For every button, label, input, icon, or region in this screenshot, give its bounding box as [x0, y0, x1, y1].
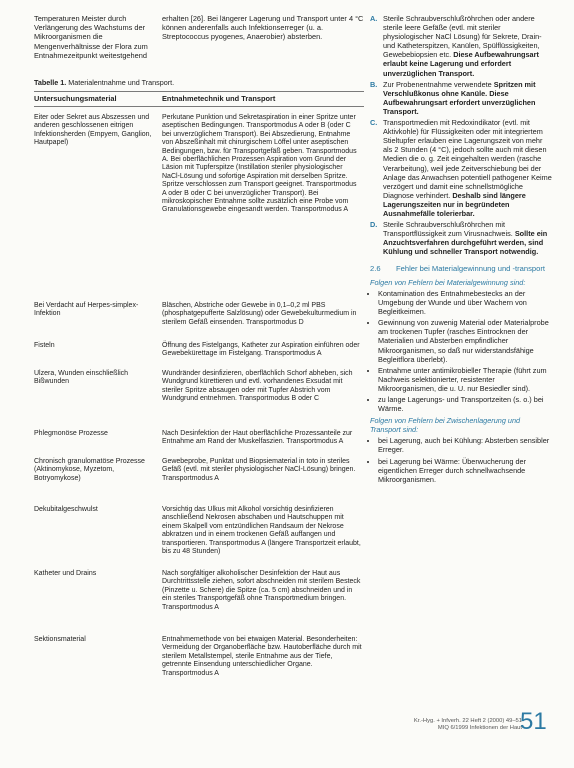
row-material: Fisteln — [34, 342, 55, 349]
row-technique: Wundränder desinfizieren, oberflächlich Schorf abheben, sich Wundgrund kürettieren und evtl. vorhandenes Exsudat mit steriler Spritze absaugen oder mit Tupfer Abstrich vom Wundgrund entnehmen. Transportmodus B oder C — [162, 370, 353, 403]
subheading-collection-errors: Folgen von Fehlern bei Materialgewinnung sind: — [370, 277, 526, 287]
row-material: Eiter oder Sekret aus Abszessen und anderen geschlossenen eitrigen Infektionsherden (Empyem, Ganglion, Hautpapel) — [34, 114, 152, 147]
mode-text-regular: Transportmedien mit Redoxindikator (evtl. mit Aktivkohle) für Flüssigkeiten oder mit integriertem Stieltupfer erlauben eine Lagerungszeit von mehr als 2 Stunden (4 °C), jedoch sollte auch mit diesen Medien die o. g. Zeit eingehalten werden (rasche Verarbeitung), weil jede Zeitverschiebung bei der Anlage das Anwachsen potentiell pathogener Keime verzögert und damit eine schnellstmögliche Diagnose verhindert. — [383, 118, 552, 200]
intro-text-middle: erhalten [26]. Bei längerer Lagerung und Transport unter 4 °C können anderenfalls auch Infektionserreger (u. a. Streptococcus pyogenes, Anaerobier) absterben. — [162, 14, 364, 42]
footer-series: MIQ 6/1999 Infektionen der Haut — [437, 725, 522, 731]
list-item: • Gewinnung von zuwenig Material oder Materialprobe am trockenen Tupfer (rasches Eintrocknen der Materialien und Absterben empfindlicher Mikroorganismen, so daß nur widerstandsfähige Begleitflora überlebt). — [378, 318, 552, 363]
row-technique: Nach Desinfektion der Haut oberflächliche Prozessanteile zur Entnahme am Rand der Muskelfaszien. Transportmodus A — [162, 430, 353, 446]
list-item: • bei Lagerung bei Wärme: Überwucherung der eigentlichen Erreger durch schnellwachsende Mikroorganismen. — [378, 457, 552, 484]
footer-citation: Kr.-Hyg. + Infverh. 22 Heft 2 (2000) 49–51 — [413, 718, 522, 724]
journal-footer — [382, 718, 522, 732]
row-material: Chronisch granulomatöse Prozesse (Aktinomykose, Myzetom, Botryomykose) — [34, 458, 145, 482]
mode-letter: C. — [370, 118, 378, 128]
list-item: • Kontamination des Entnahmebestecks an der Umgebung der Wunde und über Wachern von Begleitkeimen. — [378, 289, 552, 316]
table-number: Tabelle 1. — [34, 78, 67, 87]
table-title: Materialentnahme und Transport. — [68, 78, 175, 87]
page-number: 51 — [520, 708, 547, 735]
section-number: 2.6 — [370, 264, 381, 274]
row-material: Bei Verdacht auf Herpes-simplex-Infektion — [34, 302, 139, 318]
right-column — [370, 14, 552, 486]
mode-text-bold: Sollte ein Anzuchtsverfahren durchgeführt werden, sind Kühlung und schneller Transport notwendig. — [383, 229, 548, 257]
row-material: Katheter und Drains — [34, 570, 97, 577]
row-technique: Vorsichtig das Ulkus mit Alkohol vorsichtig desinfizieren anschließend Nekrosen abschaben und Hautschuppen mit einem Skalpell vom entzündlichen Randsaum der Nekrose abkratzen und in einem trockenen Gefäß auffangen und transportieren. Transportmodus A (längere Transportzeit erlaubt, bis zu 48 Stunden) — [162, 506, 361, 556]
row-material: Phlegmonöse Prozesse — [34, 430, 108, 437]
transport-mode-a — [370, 14, 552, 78]
transport-mode-c — [370, 118, 552, 218]
table-top-rule — [34, 91, 364, 92]
section-heading — [370, 264, 552, 273]
row-technique: Nach sorgfältiger alkoholischer Desinfektion der Haut aus Durchtrittsstelle ziehen, sofort abschneiden mit sterilem Besteck (Pinzette u. Schere) die Spitze (ca. 5 cm) abschneiden und in ein steriles Transportgefäß ohne Transportmedium bringen. Transportmodus A — [162, 570, 361, 611]
mode-text — [383, 220, 552, 256]
transport-mode-d — [370, 220, 552, 256]
mode-text-regular: Sterile Schraubverschlußröhrchen oder andere sterile leere Gefäße (evtl. mit steriler physiologischer NaCl Lösung) für Sekrete, Drain- und Katheterspitzen, Kanülen, Spülflüssigkeiten, Gewebebiopsien etc. — [383, 14, 542, 60]
table-header-rule — [34, 106, 364, 107]
mode-text — [383, 14, 552, 78]
list-item: • Entnahme unter antimikrobieller Therapie (führt zum Nachweis selektionierter, resistenter Mikroorganismen, die u. U. nur Besiedler sind). — [378, 366, 552, 393]
mode-letter: B. — [370, 79, 378, 89]
mode-text-regular: Sterile Schraubverschlußröhrchen mit Transportflüssigkeit zum Virusnachweis. — [383, 220, 513, 239]
header-technique: Entnahmetechnik und Transport — [162, 94, 276, 103]
mode-letter: A. — [370, 14, 378, 23]
table-caption — [34, 78, 174, 87]
row-material: Dekubitalgeschwulst — [34, 506, 98, 513]
row-technique: Entnahmemethode von bei etwaigen Material. Besonderheiten: Vermeidung der Organoberfläche bzw. Hautoberfläche durch mit sterilem Metallstempel, sterile Entnahme aus der Tiefe, getrennte Einsendung unterschiedlicher Organe. Transportmodus A — [162, 636, 362, 677]
intro-text-left: Temperaturen Meister durch Verlängerung des Wachstums der Mikroorganismen die Mengenverhältnisse der Flora zum Entnahmezeitpunkt weitestgehend — [34, 14, 148, 60]
mode-text — [383, 80, 552, 116]
section-title: Fehler bei Materialgewinnung und -transport — [396, 264, 546, 274]
row-technique: Bläschen, Abstriche oder Gewebe in 0,1–0,2 ml PBS (phosphatgepufferte Salzlösung) oder Gewebekulturmedium in sterilem Gefäß einsenden. Transportmodus D — [162, 302, 357, 326]
row-technique: Perkutane Punktion und Sekretaspiration in einer Spritze unter aseptischen Bedingungen. Transportmodus A oder B (oder C bei unverzüglichem Transport). Bei Abszedierung, Entnahme von Abszeßinhalt mit chirurgischem Löffel unter aseptischen Bedingungen, bzw. für Transportgefäß geben. Transportmodus A. Bei oberflächlichen Prozessen Aspiration vom Grund der Läsion mit Tupferspitze (Instillation steriler physiologischer NaCl-Lösung und sofortige Aspiration mit derselben Spritze. Spritze verschlossen zum Transport geeignet. Transportmodus A oder B oder C bei unverzüglicher Transport). Bei mikroskopischer Entnahme sollte zusätzlich eine Probe vom Granulationsgewebe eingesandt werden. Transportmodus A — [162, 114, 357, 214]
mode-text — [383, 118, 552, 218]
mode-text-bold: Spritzen mit Verschlußkonus ohne Kanüle. Diese Aufbewahrungsart erfordert unverzüglichen Transport. — [383, 79, 536, 116]
collection-errors-list — [370, 289, 552, 413]
list-item: • zu lange Lagerungs- und Transportzeiten (s. o.) bei Wärme. — [378, 395, 552, 413]
storage-errors-list — [370, 436, 552, 483]
header-material: Untersuchungsmaterial — [34, 94, 117, 103]
row-material: Ulzera, Wunden einschließlich Bißwunden — [34, 370, 129, 386]
subheading-storage-errors: Folgen von Fehlern bei Zwischenlagerung und Transport sind: — [370, 416, 521, 435]
mode-text-bold: Diese Aufbewahrungsart erlaubt keine Lagerung und erfordert unverzüglichen Transport. — [383, 50, 539, 78]
mode-letter: D. — [370, 220, 378, 230]
list-item: • bei Lagerung, auch bei Kühlung: Absterben sensibler Erreger. — [378, 436, 552, 454]
row-technique: Öffnung des Fistelgangs, Katheter zur Aspiration einführen oder Gewebekürettage im Fistelgang. Transportmodus A — [162, 342, 360, 358]
mode-text-bold: Deshalb sind längere Lagerungszeiten nur in begründeten Ausnahmefälle tolerierbar. — [383, 190, 526, 218]
mode-text-regular: Zur Probenentnahme verwendete — [383, 79, 492, 89]
row-technique: Gewebeprobe, Punktat und Biopsiematerial in toto in steriles Gefäß (evtl. mit steriler physiologischer NaCl-Lösung) bringen. Transportmodus A — [162, 458, 356, 482]
transport-mode-b — [370, 80, 552, 116]
row-material: Sektionsmaterial — [34, 636, 86, 643]
